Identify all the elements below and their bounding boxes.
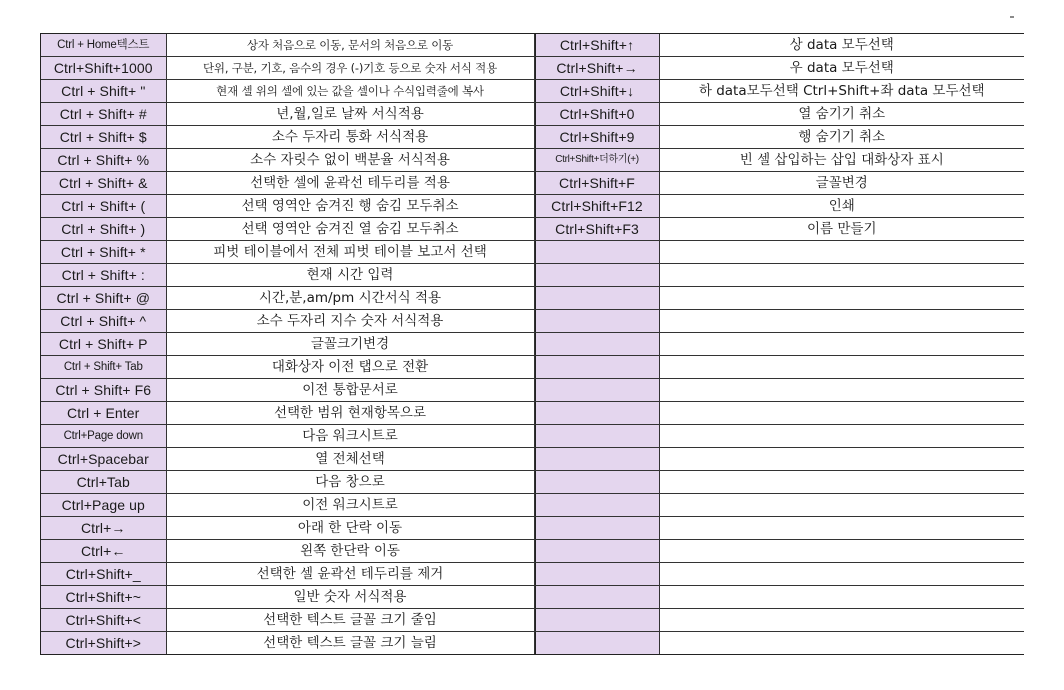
table-row [41,448,534,471]
shortcut-description-cell: 다음 워크시트로 [166,425,534,448]
shortcut-key-cell: Ctrl+Page down [41,425,166,448]
shortcut-key-cell: Ctrl+← [41,540,166,563]
table-row [41,586,534,609]
table-row [535,356,1024,379]
shortcut-key-cell: Ctrl + Shift+ @ [41,287,166,310]
shortcut-key-cell: Ctrl+Shift+0 [535,103,659,126]
shortcut-description-cell: 선택 영역안 숨겨진 행 숨김 모두취소 [166,195,534,218]
shortcut-key-cell: Ctrl+Shift+< [41,609,166,632]
shortcut-key-cell [535,402,659,425]
table-row [41,540,534,563]
shortcut-description-cell: 년,월,일로 날짜 서식적용 [166,103,534,126]
table-row [535,517,1024,540]
table-row [41,517,534,540]
shortcut-key-cell: Ctrl + Shift+ F6 [41,379,166,402]
table-row [41,310,534,333]
shortcut-description-cell [659,425,1024,448]
table-row [535,57,1024,80]
shortcut-key-cell: Ctrl+Shift+~ [41,586,166,609]
table-row [41,563,534,586]
shortcut-key-cell: Ctrl+Shift+↓ [535,80,659,103]
table-row [41,80,534,103]
table-row [41,241,534,264]
shortcut-description-cell: 글꼴크기변경 [166,333,534,356]
corner-speck [1010,16,1014,18]
shortcut-description-cell [659,586,1024,609]
shortcut-key-cell: Ctrl+→ [41,517,166,540]
shortcut-description-cell: 글꼴변경 [659,172,1024,195]
shortcut-description-cell: 열 전체선택 [166,448,534,471]
shortcut-key-cell [535,264,659,287]
shortcut-description-cell [659,471,1024,494]
table-row [535,241,1024,264]
table-row [41,287,534,310]
shortcut-key-cell [535,310,659,333]
table-row [535,195,1024,218]
table-row [41,632,534,655]
shortcut-description-cell: 인쇄 [659,195,1024,218]
shortcut-key-cell: Ctrl+Shift+9 [535,126,659,149]
shortcut-description-cell: 선택한 텍스트 글꼴 크기 줄임 [166,609,534,632]
table-row [41,103,534,126]
shortcut-description-cell: 빈 셀 삽입하는 삽입 대화상자 표시 [659,149,1024,172]
table-row [41,333,534,356]
table-row [41,218,534,241]
shortcut-key-cell: Ctrl + Shift+ ( [41,195,166,218]
table-row [535,448,1024,471]
shortcut-key-cell: Ctrl+Shift+→ [535,57,659,80]
table-row [535,264,1024,287]
shortcut-key-cell: Ctrl + Shift+ Tab [41,356,166,379]
table-row [41,609,534,632]
shortcut-description-cell [659,517,1024,540]
shortcut-key-cell: Ctrl + Shift+ " [41,80,166,103]
shortcut-description-cell [659,494,1024,517]
shortcut-key-cell [535,448,659,471]
table-row [535,333,1024,356]
shortcut-key-cell [535,471,659,494]
shortcut-key-cell [535,241,659,264]
shortcut-table-right [535,34,1025,654]
shortcut-description-cell: 상자 처음으로 이동, 문서의 처음으로 이동 [166,34,534,57]
table-row [535,402,1024,425]
shortcut-description-cell [659,632,1024,655]
table-row [535,218,1024,241]
shortcut-key-cell: Ctrl + Shift+ ^ [41,310,166,333]
shortcut-key-cell: Ctrl + Shift+ ) [41,218,166,241]
table-row [535,80,1024,103]
shortcut-key-cell [535,540,659,563]
table-row [41,195,534,218]
shortcut-key-cell: Ctrl+Shift+↑ [535,34,659,57]
shortcut-description-cell: 피벗 테이블에서 전체 피벗 테이블 보고서 선택 [166,241,534,264]
shortcut-description-cell: 선택한 범위 현재항목으로 [166,402,534,425]
shortcut-key-cell [535,632,659,655]
shortcut-description-cell: 이전 통합문서로 [166,379,534,402]
shortcut-description-cell: 소수 두자리 통화 서식적용 [166,126,534,149]
shortcut-description-cell: 소수 두자리 지수 숫자 서식적용 [166,310,534,333]
shortcut-description-cell [659,609,1024,632]
table-row [41,172,534,195]
shortcut-key-cell [535,333,659,356]
table-row [535,609,1024,632]
shortcut-key-cell: Ctrl+Tab [41,471,166,494]
table-row [41,356,534,379]
shortcut-description-cell: 우 data 모두선택 [659,57,1024,80]
table-row [535,149,1024,172]
shortcut-key-cell [535,517,659,540]
shortcut-description-cell [659,333,1024,356]
table-row [535,103,1024,126]
table-row [41,34,534,57]
shortcut-description-cell: 하 data모두선택 Ctrl+Shift+좌 data 모두선택 [659,80,1024,103]
shortcut-description-cell: 상 data 모두선택 [659,34,1024,57]
shortcut-description-cell: 선택한 텍스트 글꼴 크기 늘림 [166,632,534,655]
shortcut-description-cell [659,448,1024,471]
table-row [41,402,534,425]
table-row [535,310,1024,333]
shortcut-key-cell [535,563,659,586]
table-row [41,149,534,172]
shortcut-key-cell: Ctrl+Shift+더하기(+) [535,149,659,172]
table-row [535,563,1024,586]
table-row [535,34,1024,57]
table-row [535,126,1024,149]
shortcut-description-cell: 소수 자릿수 없이 백분율 서식적용 [166,149,534,172]
shortcut-description-cell: 왼쪽 한단락 이동 [166,540,534,563]
shortcut-key-cell: Ctrl+Shift+1000 [41,57,166,80]
shortcut-key-cell: Ctrl+Shift+_ [41,563,166,586]
table-row [535,425,1024,448]
shortcut-description-cell: 이름 만들기 [659,218,1024,241]
shortcut-description-cell [659,310,1024,333]
shortcut-description-cell [659,287,1024,310]
shortcut-description-cell [659,379,1024,402]
shortcut-description-cell: 선택한 셀에 윤곽선 테두리를 적용 [166,172,534,195]
shortcut-key-cell: Ctrl+Shift+F3 [535,218,659,241]
shortcut-key-cell: Ctrl + Shift+ # [41,103,166,126]
shortcut-description-cell: 다음 창으로 [166,471,534,494]
shortcut-description-cell [659,264,1024,287]
shortcut-key-cell: Ctrl + Shift+ % [41,149,166,172]
shortcut-description-cell [659,402,1024,425]
shortcut-description-cell: 아래 한 단락 이동 [166,517,534,540]
table-row [535,172,1024,195]
shortcut-description-cell [659,241,1024,264]
table-row [41,126,534,149]
table-row [535,586,1024,609]
shortcut-description-cell: 현재 셀 위의 셀에 있는 값을 셀이나 수식입력줄에 복사 [166,80,534,103]
table-row [41,264,534,287]
shortcut-key-cell: Ctrl + Shift+ : [41,264,166,287]
shortcut-key-cell: Ctrl + Shift+ P [41,333,166,356]
shortcut-key-cell [535,379,659,402]
shortcut-description-cell: 대화상자 이전 탭으로 전환 [166,356,534,379]
shortcut-key-cell: Ctrl+Shift+F12 [535,195,659,218]
table-row [535,540,1024,563]
shortcut-description-cell: 현재 시간 입력 [166,264,534,287]
shortcut-key-cell: Ctrl+Spacebar [41,448,166,471]
shortcut-key-cell: Ctrl + Shift+ & [41,172,166,195]
table-row [41,494,534,517]
shortcut-description-cell [659,356,1024,379]
table-row [41,471,534,494]
shortcut-description-cell: 일반 숫자 서식적용 [166,586,534,609]
shortcut-key-cell: Ctrl+Shift+> [41,632,166,655]
table-row [535,379,1024,402]
shortcut-key-cell: Ctrl + Home텍스트 [41,34,166,57]
shortcut-description-cell: 시간,분,am/pm 시간서식 적용 [166,287,534,310]
table-row [535,494,1024,517]
shortcut-description-cell: 행 숨기기 취소 [659,126,1024,149]
shortcut-sheet [40,33,1024,655]
shortcut-description-cell [659,563,1024,586]
shortcut-key-cell [535,356,659,379]
shortcut-key-cell: Ctrl + Shift+ $ [41,126,166,149]
shortcut-key-cell [535,494,659,517]
table-row [41,425,534,448]
shortcut-key-cell [535,609,659,632]
shortcut-key-cell [535,586,659,609]
table-row [535,471,1024,494]
table-row [41,379,534,402]
shortcut-description-cell: 선택한 셀 윤곽선 테두리를 제거 [166,563,534,586]
shortcut-key-cell: Ctrl+Page up [41,494,166,517]
shortcut-table-left [41,34,535,654]
shortcut-key-cell [535,425,659,448]
shortcut-description-cell: 열 숨기기 취소 [659,103,1024,126]
shortcut-key-cell [535,287,659,310]
shortcut-key-cell: Ctrl + Enter [41,402,166,425]
shortcut-description-cell: 선택 영역안 숨겨진 열 숨김 모두취소 [166,218,534,241]
shortcut-key-cell: Ctrl+Shift+F [535,172,659,195]
shortcut-description-cell: 이전 워크시트로 [166,494,534,517]
table-row [535,287,1024,310]
table-row [535,632,1024,655]
table-row [41,57,534,80]
shortcut-key-cell: Ctrl + Shift+ * [41,241,166,264]
shortcut-description-cell [659,540,1024,563]
shortcut-description-cell: 단위, 구분, 기호, 음수의 경우 (-)기호 등으로 숫자 서식 적용 [166,57,534,80]
